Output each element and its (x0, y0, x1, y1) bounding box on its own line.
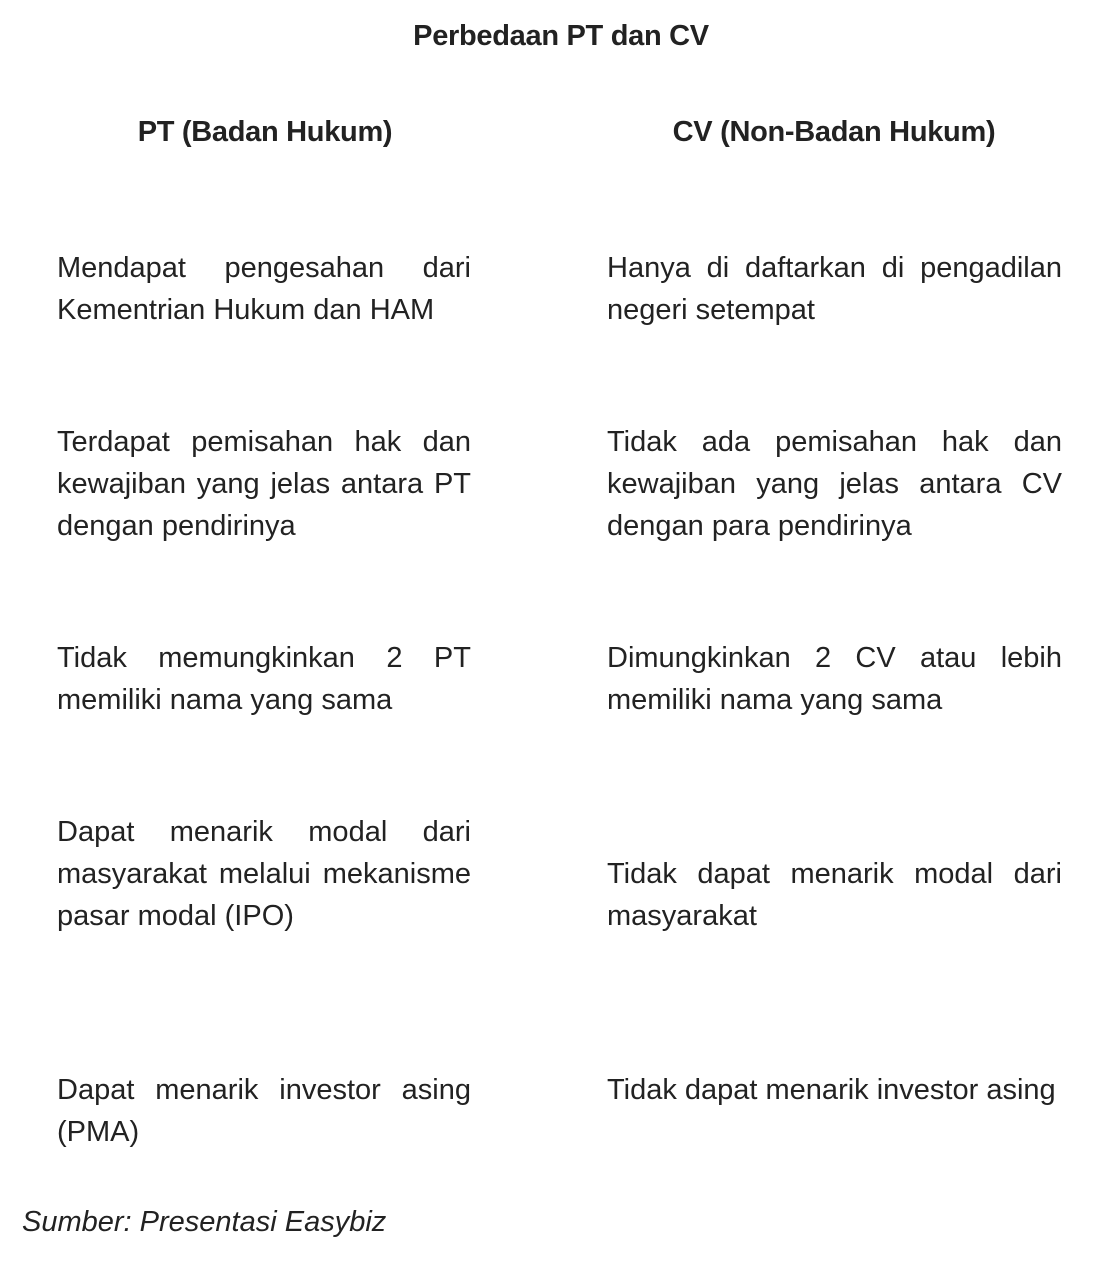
column-header-cv: CV (Non-Badan Hukum) (672, 116, 996, 148)
page-title: Perbedaan PT dan CV (413, 20, 709, 52)
row-2-cv: Tidak ada pemisahan hak dan kewajiban yang jelas antara CV dengan para pendirinya (607, 426, 1062, 542)
row-2-pt: Terdapat pemisahan hak dan kewajiban yang jelas antara PT dengan pendirinya (57, 426, 471, 542)
row-1-pt: Mendapat pengesahan dari Kementrian Hukum dan HAM (57, 252, 471, 326)
row-3-pt: Tidak memungkinkan 2 PT memiliki nama yang sama (57, 642, 471, 716)
source-caption: Sumber: Presentasi Easybiz (22, 1206, 387, 1238)
row-3-cv: Dimungkinkan 2 CV atau lebih memiliki nama yang sama (607, 642, 1062, 716)
row-5-cv: Tidak dapat menarik investor asing (607, 1074, 1056, 1106)
row-5-pt: Dapat menarik investor asing (PMA) (57, 1074, 471, 1148)
row-4-cv: Tidak dapat menarik modal dari masyarakat (607, 858, 1062, 932)
column-header-pt: PT (Badan Hukum) (137, 116, 393, 148)
row-4-pt: Dapat menarik modal dari masyarakat melalui mekanisme pasar modal (IPO) (57, 816, 471, 932)
row-1-cv: Hanya di daftarkan di pengadilan negeri setempat (607, 252, 1062, 326)
